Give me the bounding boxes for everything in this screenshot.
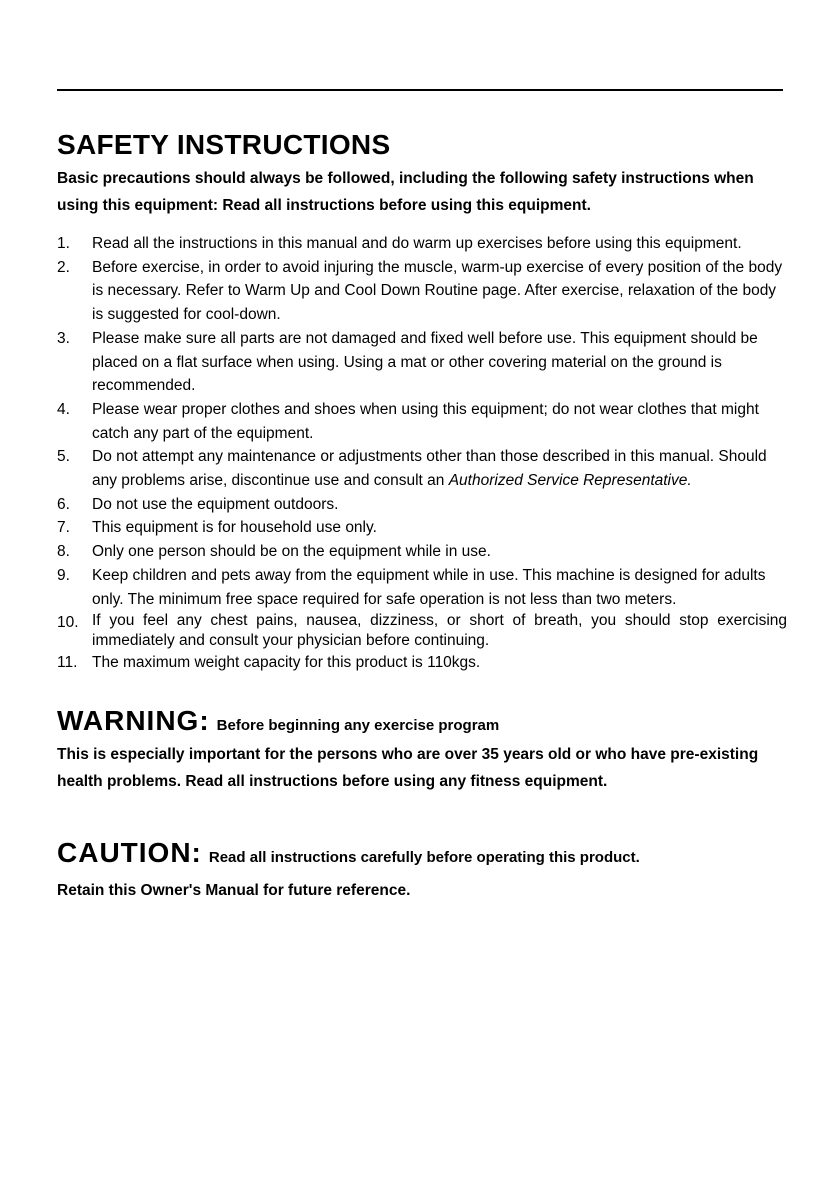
list-item [57, 651, 783, 675]
item-text: Keep children and pets away from the equipment while in use. This machine is designed for adults only. The minimum free space required for safe operation is not less than two meters. [92, 566, 766, 608]
item-text: Do not attempt any maintenance or adjustments other than those described in this manual. Should any problems arise, discontinue use and consult an [92, 448, 767, 490]
caution-colon: : [191, 836, 201, 868]
list-item [57, 540, 783, 564]
list-item [57, 398, 783, 445]
item-number: 1. [57, 235, 70, 252]
item-text: Only one person should be on the equipment while in use. [92, 543, 491, 561]
list-item [57, 327, 783, 398]
list-item [57, 445, 783, 492]
page-title: SAFETY INSTRUCTIONS [57, 129, 391, 160]
caution-lead: Read all instructions carefully before operating this product. [208, 848, 640, 866]
item-text: Do not use the equipment outdoors. [92, 495, 339, 513]
warning-body: This is especially important for the persons who are over 35 years old or who have pre-existing health problems. Read all instructions before using any fitness equipment. [57, 745, 759, 790]
item-number: 4. [57, 400, 70, 418]
caution-section [57, 837, 783, 904]
item-number: 3. [57, 329, 70, 347]
item-number: 10. [57, 614, 79, 632]
item-text: Please make sure all parts are not damaged and fixed well before use. This equipment should be placed on a flat surface when using. Using a mat or other covering material on the ground is recommended. [92, 329, 758, 395]
safety-page [57, 127, 787, 904]
item-text: Read all the instructions in this manual and do warm up exercises before using this equipment. [92, 235, 742, 252]
list-item [57, 256, 783, 327]
warning-colon: : [199, 704, 209, 736]
item-number: 7. [57, 519, 70, 537]
item-number: 9. [57, 566, 70, 584]
safety-list [57, 232, 787, 675]
warning-lead: Before beginning any exercise program [216, 716, 500, 734]
list-item [57, 232, 783, 256]
list-item [57, 516, 783, 540]
item-text-wrapper [92, 445, 783, 492]
item-text: If you feel any chest pains, nausea, dizziness, or short of breath, you should stop exercising immediately and consult your physician before continuing. [92, 612, 787, 650]
list-item [57, 564, 783, 611]
top-rule [57, 89, 783, 91]
list-item [57, 493, 783, 517]
item-text: Before exercise, in order to avoid injuring the muscle, warm-up exercise of every position of the body is necessary. Refer to Warm Up and Cool Down Routine page. After exercise, relaxation of the body is suggested for cool-down. [92, 258, 783, 324]
item-text: The maximum weight capacity for this product is 110kgs. [92, 654, 481, 672]
item-text-italic: Authorized Service Representative. [448, 472, 692, 490]
item-number: 5. [57, 448, 70, 466]
item-number: 11. [57, 654, 78, 672]
warning-section [57, 705, 783, 795]
item-number: 6. [57, 495, 70, 513]
warning-label: WARNING [57, 704, 200, 736]
item-text: This equipment is for household use only. [92, 519, 377, 537]
item-number: 2. [57, 258, 70, 276]
intro-paragraph: Basic precautions should always be followed, including the following safety instructions when using this equipment: Read all instructions before using this equipment. [57, 170, 754, 214]
caution-body: Retain this Owner's Manual for future reference. [57, 881, 411, 899]
caution-label: CAUTION [57, 836, 192, 868]
item-number: 8. [57, 543, 70, 561]
warning-heading [57, 705, 783, 737]
list-item [57, 611, 787, 651]
item-text: Please wear proper clothes and shoes when using this equipment; do not wear clothes that might catch any part of the equipment. [92, 400, 759, 442]
caution-heading [57, 837, 783, 869]
